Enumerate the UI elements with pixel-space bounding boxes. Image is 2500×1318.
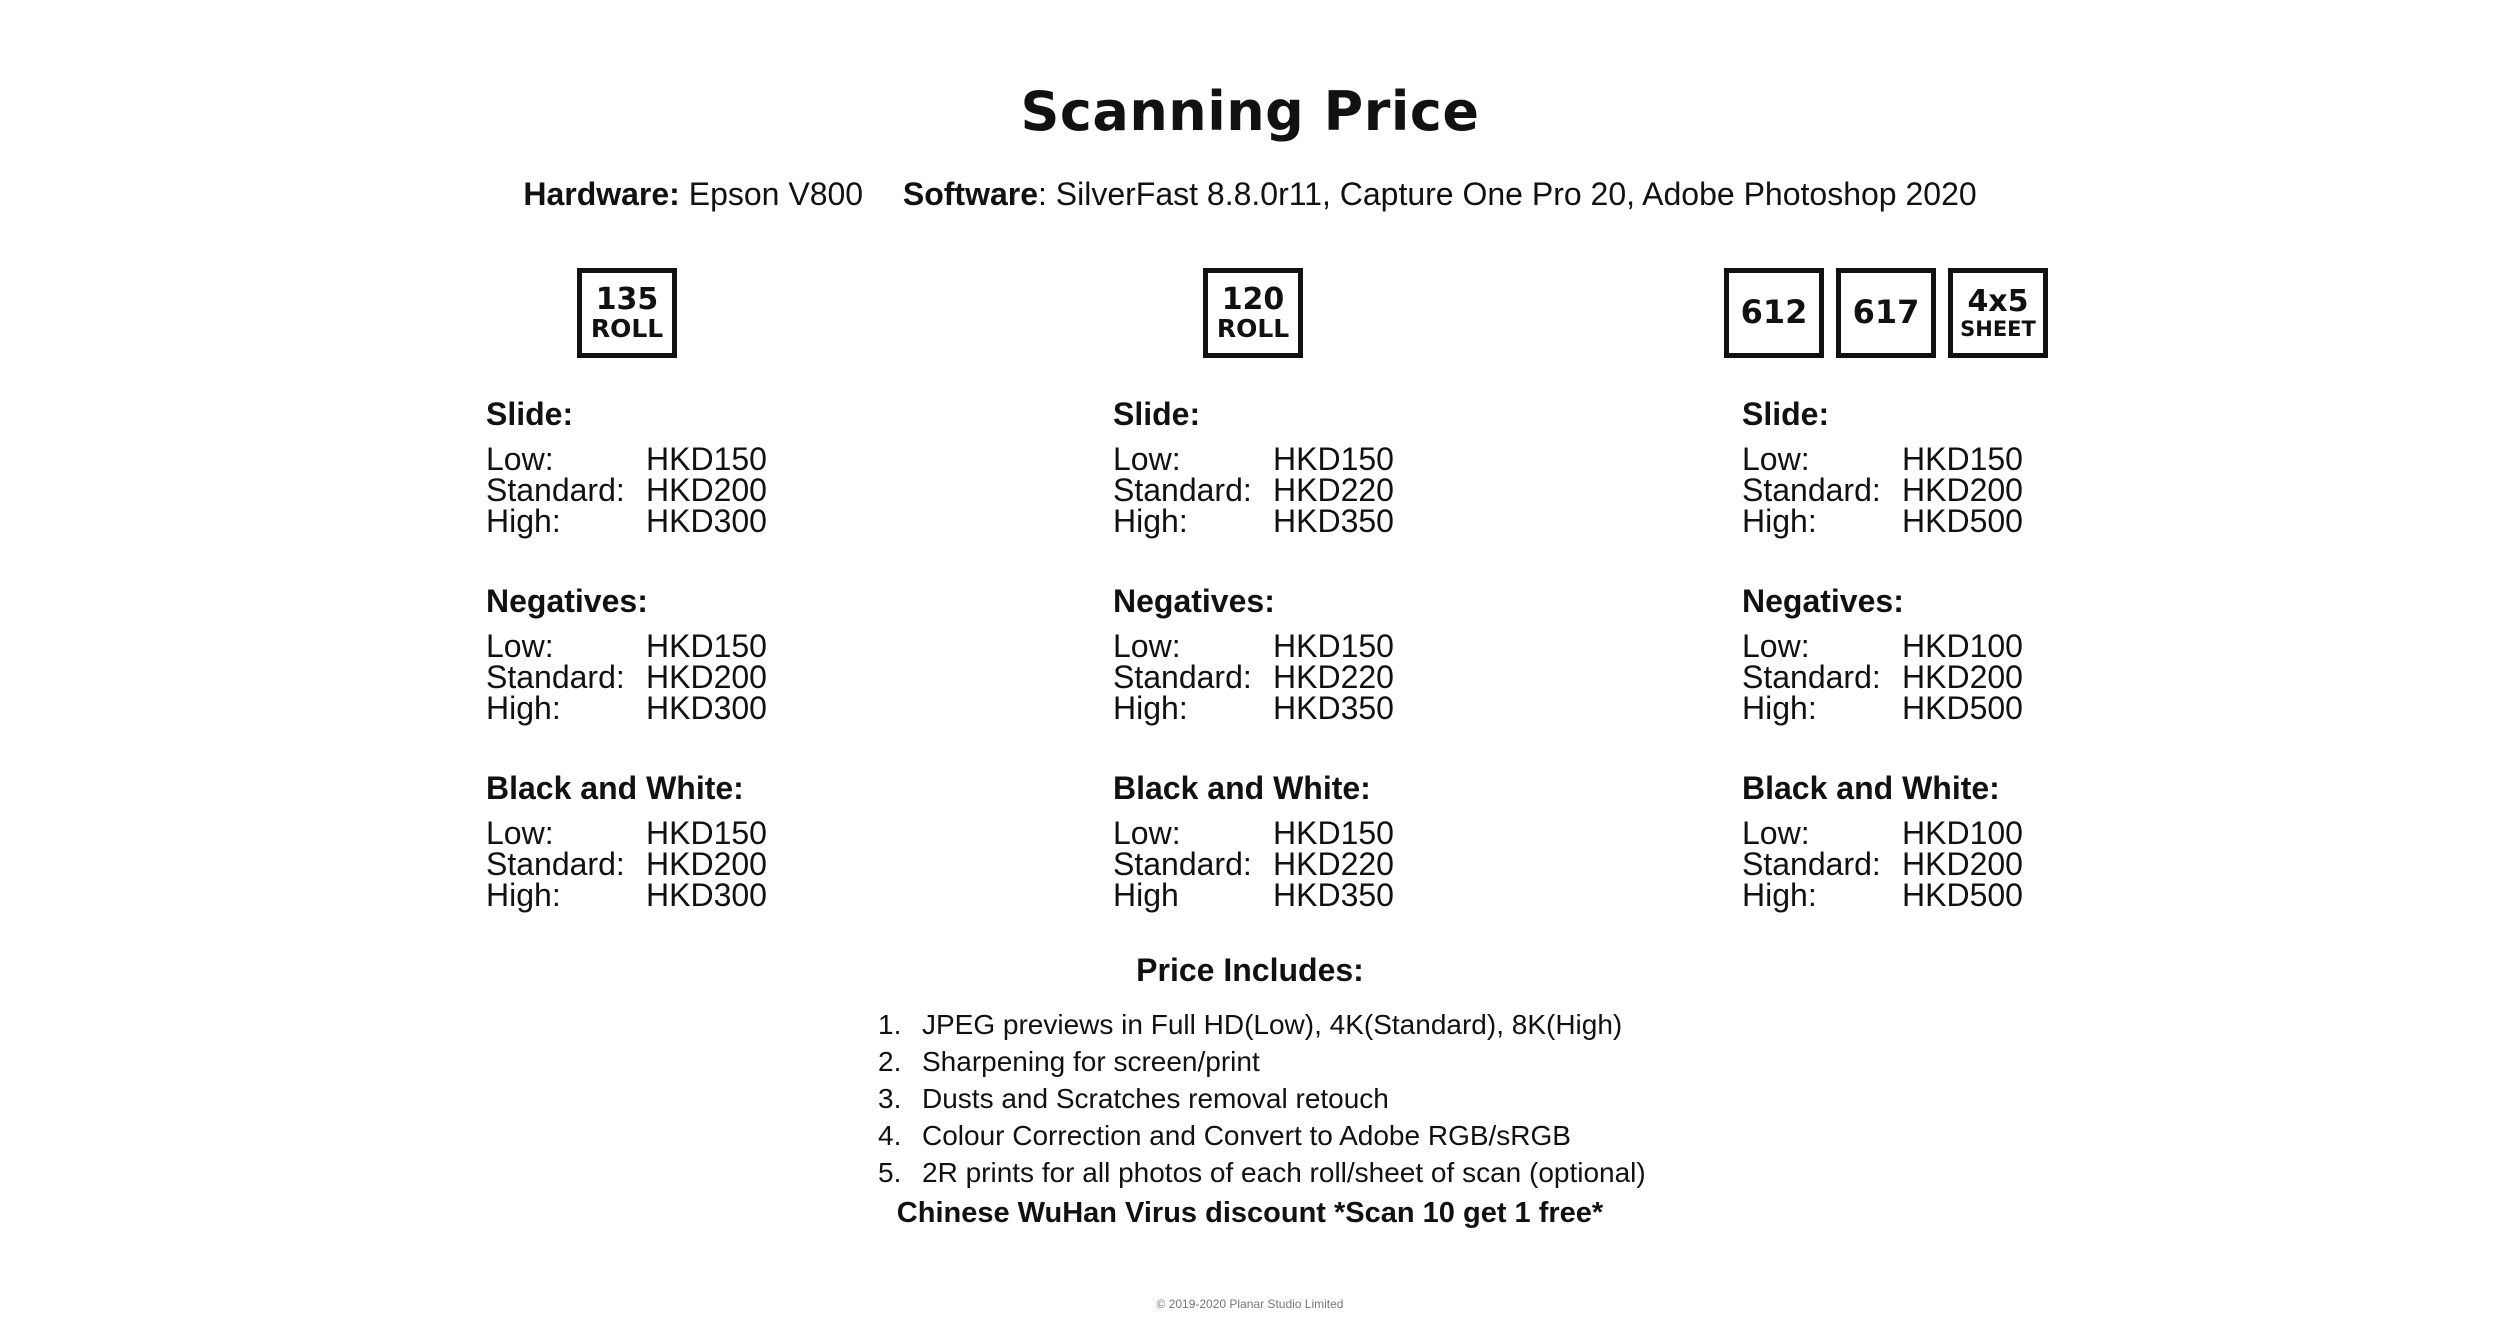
list-item xyxy=(878,1043,1646,1080)
tier-label: High: xyxy=(1113,503,1188,539)
tier-label: Standard: xyxy=(1113,472,1252,508)
badge-line1: 4x5 xyxy=(1967,284,2029,320)
tier-label: Standard: xyxy=(486,846,625,882)
section-title: Slide: xyxy=(486,396,574,432)
price-row xyxy=(1113,846,1633,882)
badge-line2: ROLL xyxy=(590,313,664,343)
includes-list xyxy=(878,1006,1646,1191)
tier-price: HKD200 xyxy=(1902,472,2023,508)
format-badge xyxy=(1948,268,2048,358)
list-item xyxy=(878,1117,1646,1154)
tier-label: Standard: xyxy=(1742,846,1881,882)
badge-line2: ROLL xyxy=(1216,313,1290,343)
item-text: Sharpening for screen/print xyxy=(922,1046,1260,1077)
tier-price: HKD200 xyxy=(646,472,767,508)
price-row xyxy=(486,815,1006,851)
item-text: Colour Correction and Convert to Adobe RGB/sRGB xyxy=(922,1120,1571,1151)
format-badge xyxy=(577,268,677,358)
price-row xyxy=(1113,503,1633,539)
price-row xyxy=(486,846,1006,882)
price-row xyxy=(486,472,1006,508)
price-row xyxy=(486,441,1006,477)
tier-label: Low: xyxy=(1742,815,1810,851)
tier-price: HKD100 xyxy=(1902,628,2023,664)
tier-price: HKD300 xyxy=(646,877,767,913)
section-title: Slide: xyxy=(1742,396,1830,432)
item-text: Dusts and Scratches removal retouch xyxy=(922,1083,1389,1114)
format-badge xyxy=(1836,268,1936,358)
tier-price: HKD150 xyxy=(1273,441,1394,477)
tier-price: HKD200 xyxy=(646,846,767,882)
tier-price: HKD150 xyxy=(646,815,767,851)
price-row xyxy=(1742,846,2262,882)
badge-line1: 135 xyxy=(595,282,659,318)
page-title: Scanning Price xyxy=(1020,80,1480,143)
tier-label: High: xyxy=(1113,690,1188,726)
tier-price: HKD350 xyxy=(1273,690,1394,726)
price-row xyxy=(486,503,1006,539)
item-number: 1. xyxy=(878,1009,902,1040)
tier-price: HKD220 xyxy=(1273,472,1394,508)
item-number: 2. xyxy=(878,1046,902,1077)
format-badges-medium-large xyxy=(1724,268,2048,358)
copyright-footer: © 2019-2020 Planar Studio Limited xyxy=(1156,1297,1344,1311)
tier-price: HKD500 xyxy=(1902,877,2023,913)
item-text: 2R prints for all photos of each roll/sheet of scan (optional) xyxy=(922,1157,1646,1188)
price-row xyxy=(1113,690,1633,726)
price-row xyxy=(1742,877,2262,913)
tier-price: HKD300 xyxy=(646,503,767,539)
list-item xyxy=(878,1154,1646,1191)
section-title: Black and White: xyxy=(1742,770,2000,806)
tier-label: High: xyxy=(486,877,561,913)
tier-price: HKD500 xyxy=(1902,690,2023,726)
tier-label: Standard: xyxy=(1742,472,1881,508)
list-item xyxy=(878,1080,1646,1117)
tier-label: Low: xyxy=(1742,441,1810,477)
tier-label: Low: xyxy=(1113,441,1181,477)
item-number: 4. xyxy=(878,1120,902,1151)
price-column-135 xyxy=(486,392,1006,953)
badge-line1: 617 xyxy=(1852,293,1920,332)
price-row xyxy=(1113,659,1633,695)
tier-price: HKD200 xyxy=(1902,659,2023,695)
price-row xyxy=(1113,628,1633,664)
price-row xyxy=(1742,690,2262,726)
tier-label: Standard: xyxy=(1113,846,1252,882)
hardware-value: Epson V800 xyxy=(688,176,864,212)
tier-label: Standard: xyxy=(486,472,625,508)
price-row xyxy=(1742,815,2262,851)
tier-price: HKD200 xyxy=(646,659,767,695)
tier-label: Standard: xyxy=(1742,659,1881,695)
tier-price: HKD500 xyxy=(1902,503,2023,539)
price-column-120 xyxy=(1113,392,1633,953)
tier-label: Standard: xyxy=(486,659,625,695)
tier-label: Low: xyxy=(486,628,554,664)
price-row xyxy=(1113,441,1633,477)
price-row xyxy=(486,690,1006,726)
tier-price: HKD150 xyxy=(1273,815,1394,851)
price-row xyxy=(1742,441,2262,477)
tier-label: High xyxy=(1113,877,1179,913)
price-column-medium-large xyxy=(1742,392,2262,953)
equipment-line xyxy=(0,176,2500,213)
section-title: Slide: xyxy=(1113,396,1201,432)
item-number: 3. xyxy=(878,1083,902,1114)
format-badges-135 xyxy=(577,268,677,358)
tier-label: Low: xyxy=(486,815,554,851)
software-label: Software xyxy=(902,176,1038,212)
tier-price: HKD300 xyxy=(646,690,767,726)
format-badge xyxy=(1724,268,1824,358)
tier-price: HKD220 xyxy=(1273,846,1394,882)
includes-title: Price Includes: xyxy=(1136,952,1364,988)
tier-price: HKD150 xyxy=(646,441,767,477)
badge-line2: SHEET xyxy=(1960,316,2036,341)
section-title: Negatives: xyxy=(1742,583,1904,619)
price-row xyxy=(1742,472,2262,508)
price-row xyxy=(1113,472,1633,508)
hardware-label: Hardware: xyxy=(523,176,680,212)
tier-label: High: xyxy=(1742,503,1817,539)
tier-label: High: xyxy=(1742,877,1817,913)
badge-line1: 120 xyxy=(1221,282,1285,318)
tier-label: Standard: xyxy=(1113,659,1252,695)
tier-label: Low: xyxy=(1742,628,1810,664)
tier-price: HKD150 xyxy=(1902,441,2023,477)
price-row xyxy=(1742,628,2262,664)
tier-label: High: xyxy=(486,690,561,726)
format-badge xyxy=(1203,268,1303,358)
tier-price: HKD150 xyxy=(1273,628,1394,664)
price-row xyxy=(1113,815,1633,851)
price-row xyxy=(486,628,1006,664)
section-title: Negatives: xyxy=(1113,583,1275,619)
software-value: : SilverFast 8.8.0r11, Capture One Pro 20, Adobe Photoshop 2020 xyxy=(1038,176,1977,212)
tier-label: Low: xyxy=(486,441,554,477)
list-item xyxy=(878,1006,1646,1043)
price-row xyxy=(1742,503,2262,539)
price-row xyxy=(1742,659,2262,695)
tier-label: High: xyxy=(486,503,561,539)
tier-price: HKD150 xyxy=(646,628,767,664)
item-number: 5. xyxy=(878,1157,902,1188)
section-title: Black and White: xyxy=(486,770,744,806)
price-row xyxy=(486,659,1006,695)
badge-line1: 612 xyxy=(1740,293,1808,332)
item-text: JPEG previews in Full HD(Low), 4K(Standard), 8K(High) xyxy=(922,1009,1623,1040)
tier-label: Low: xyxy=(1113,628,1181,664)
tier-price: HKD350 xyxy=(1273,503,1394,539)
price-row xyxy=(486,877,1006,913)
price-row xyxy=(1113,877,1633,913)
section-title: Negatives: xyxy=(486,583,648,619)
section-title: Black and White: xyxy=(1113,770,1371,806)
promo-text: Chinese WuHan Virus discount *Scan 10 get 1 free* xyxy=(896,1197,1604,1229)
tier-price: HKD100 xyxy=(1902,815,2023,851)
tier-price: HKD220 xyxy=(1273,659,1394,695)
tier-price: HKD200 xyxy=(1902,846,2023,882)
tier-label: High: xyxy=(1742,690,1817,726)
tier-label: Low: xyxy=(1113,815,1181,851)
format-badges-120 xyxy=(1203,268,1303,358)
tier-price: HKD350 xyxy=(1273,877,1394,913)
